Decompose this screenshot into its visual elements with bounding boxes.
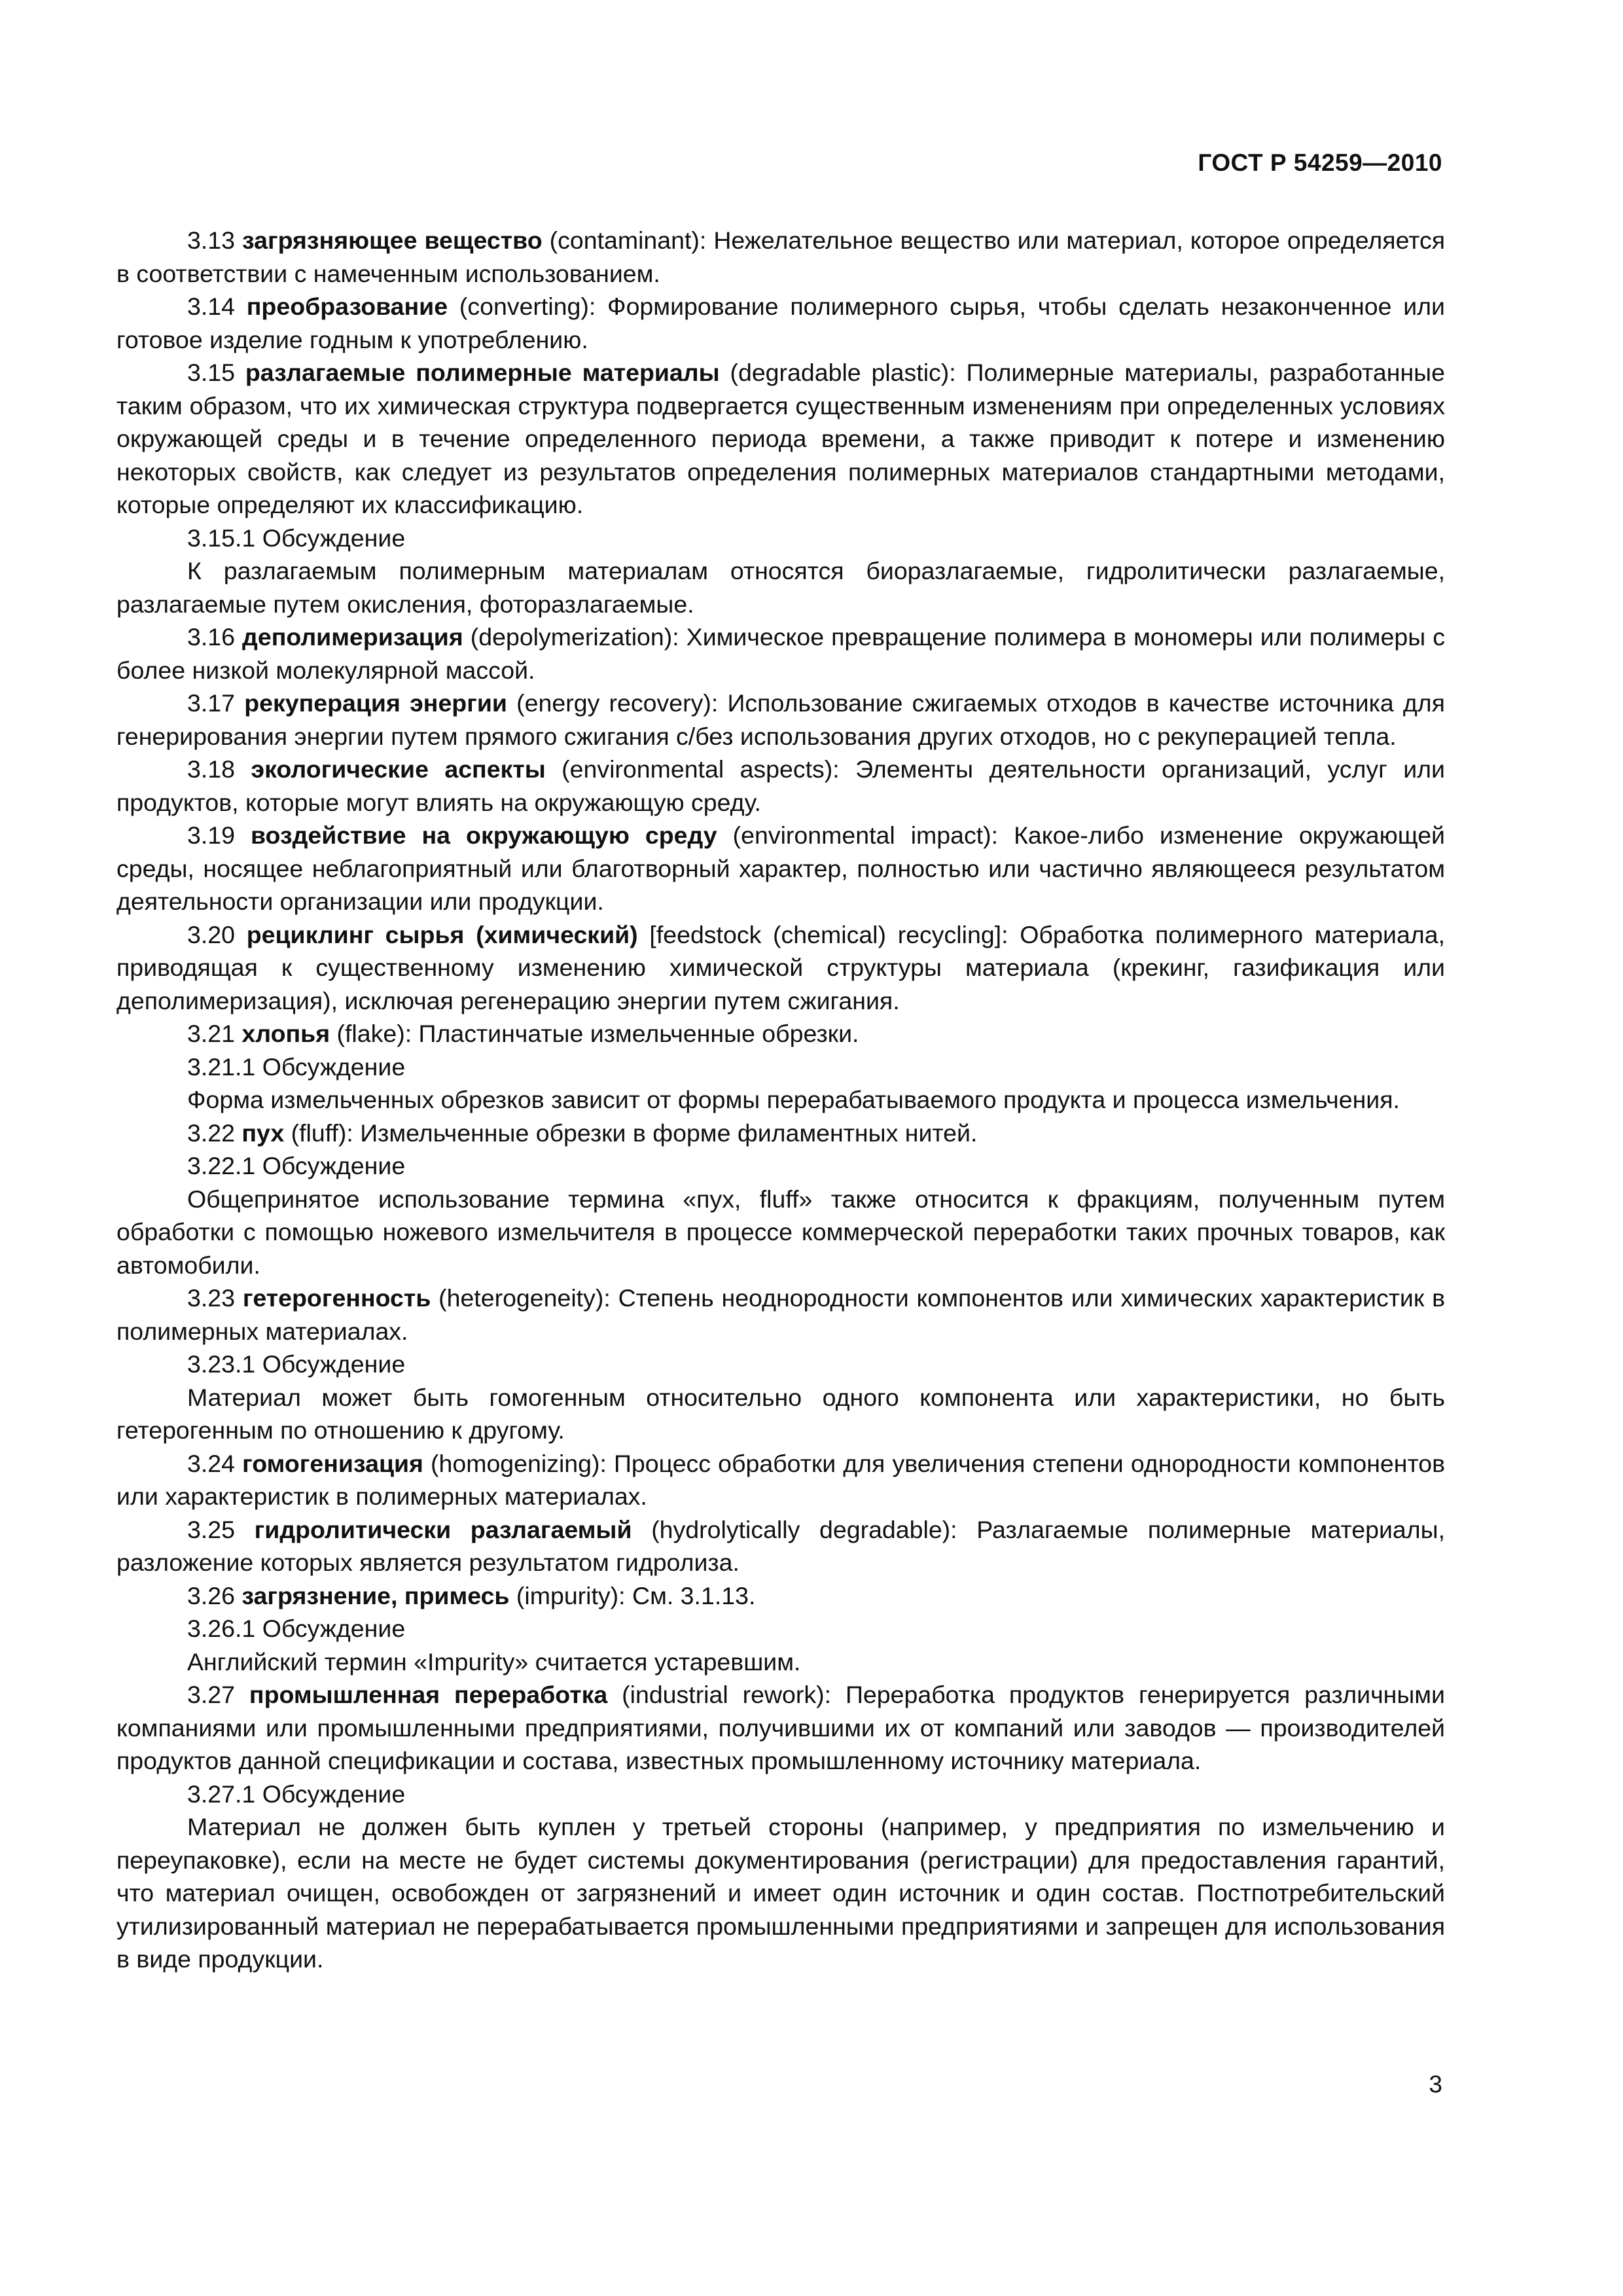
term: загрязняющее вещество (242, 226, 543, 254)
definition-text: (fluff): Измельченные обрезки в форме филаментных нитей. (284, 1119, 978, 1147)
discussion-text-3-22-1 (116, 1183, 1445, 1282)
paragraph-3-17 (116, 687, 1445, 753)
term: рециклинг сырья (химический) (246, 920, 638, 948)
note-heading: Обсуждение (262, 1152, 406, 1179)
clause-number: 3.18 (187, 755, 251, 783)
discussion-text: Материал может быть гомогенным относительно одного компонента или характеристики, но быть гетерогенным по отношению к другому. (116, 1383, 1445, 1444)
definition-text: (industrial rework): Переработка продуктов генерируется различными компаниями или промышленными предприятиями, получившими их от компаний или заводов — производителей продуктов данной спецификации и состава, известных промышленному источнику материала. (116, 1681, 1445, 1774)
note-heading: Обсуждение (262, 1052, 406, 1081)
definition-text: (depolymerization): Химическое превращение полимера в мономеры или полимеры с более низкой молекулярной массой. (116, 623, 1445, 684)
paragraph-3-23-1 (116, 1348, 1445, 1381)
clause-number: 3.22.1 (187, 1152, 262, 1179)
clause-number: 3.14 (187, 293, 247, 320)
clause-number: 3.17 (187, 689, 245, 717)
document-code-header: ГОСТ Р 54259—2010 (1198, 149, 1442, 176)
term: деполимеризация (242, 623, 463, 651)
paragraph-3-24 (116, 1447, 1445, 1513)
discussion-text: К разлагаемым полимерным материалам относятся биоразлагаемые, гидролитически разлагаемые, разлагаемые путем окисления, фоторазлагаемые. (116, 557, 1445, 618)
definition-text: (homogenizing): Процесс обработки для увеличения степени однородности компонентов или характеристик в полимерных материалах. (116, 1449, 1446, 1510)
term: гетерогенность (242, 1284, 431, 1312)
clause-number: 3.23 (187, 1284, 243, 1312)
paragraph-3-26 (116, 1579, 1445, 1613)
clause-number: 3.24 (187, 1449, 243, 1477)
paragraph-3-21-1 (116, 1050, 1445, 1084)
paragraph-3-22-1 (116, 1149, 1445, 1183)
definition-text: (contaminant): Нежелательное вещество или материал, которое определяется в соответствии с намеченным использованием. (116, 226, 1446, 287)
term: гомогенизация (242, 1449, 423, 1477)
clause-number: 3.15.1 (187, 524, 262, 552)
paragraph-3-13 (116, 224, 1445, 290)
discussion-text: Материал не должен быть куплен у третьей стороны (например, у предприятия по измельчению и переупаковке), если на месте не будет системы документирования (регистрации) для предоставления гарантий, что материал очищен, освобожден от загрязнений и имеет один источник и один состав. Постпотребительский утилизированный материал не перерабатывается промышленными предприятиями и запрещен для использования в виде продукции. (116, 1813, 1445, 1973)
paragraph-3-25 (116, 1513, 1445, 1579)
definition-text: (environmental impact): Какое-либо изменение окружающей среды, носящее неблагоприятный или благотворный характер, полностью или частично являющееся результатом деятельности организации или продукции. (116, 821, 1445, 915)
paragraph-3-19 (116, 819, 1445, 918)
page-number: 3 (1429, 2071, 1442, 2098)
term: разлагаемые полимерные материалы (245, 359, 720, 386)
document-body (116, 224, 1445, 1976)
definition-text: (heterogeneity): Степень неоднородности компонентов или химических характеристик в полимерных материалах. (116, 1284, 1446, 1345)
paragraph-3-18 (116, 753, 1445, 819)
term: хлопья (241, 1020, 330, 1047)
discussion-text: Форма измельченных обрезков зависит от формы перерабатываемого продукта и процесса измельчения. (187, 1086, 1400, 1113)
paragraph-3-26-1 (116, 1612, 1445, 1645)
definition-text: (flake): Пластинчатые измельченные обрезки. (330, 1020, 859, 1047)
discussion-text-3-21-1 (116, 1083, 1445, 1117)
paragraph-3-27-1 (116, 1778, 1445, 1811)
clause-number: 3.13 (187, 226, 243, 254)
definition-text: (converting): Формирование полимерного сырья, чтобы сделать незаконченное или готовое изделие годным к употреблению. (116, 293, 1445, 353)
clause-number: 3.21 (187, 1020, 242, 1047)
note-heading: Обсуждение (262, 1615, 406, 1642)
clause-number: 3.25 (187, 1515, 255, 1543)
term: воздействие на окружающую среду (251, 821, 717, 849)
term: экологические аспекты (251, 755, 546, 783)
clause-number: 3.20 (187, 920, 247, 948)
clause-number: 3.26.1 (187, 1615, 262, 1642)
definition-text: [feedstock (chemical) recycling]: Обработка полимерного материала, приводящая к существенному изменению химической структуры материала (крекинг, газификация или деполимеризация), исключая регенерацию энергии путем сжигания. (116, 920, 1445, 1014)
clause-number: 3.26 (187, 1581, 242, 1609)
definition-text: (degradable plastic): Полимерные материалы, разработанные таким образом, что их химическая структура подвергается существенным изменениям при определенных условиях окружающей среды и в течение определенного периода времени, а также приводит к потере и изменению некоторых свойств, как следует из результатов определения полимерных материалов стандартными методами, которые определяют их классификацию. (116, 359, 1445, 518)
term: промышленная переработка (249, 1681, 608, 1708)
definition-text: (impurity): См. 3.1.13. (509, 1581, 756, 1609)
term: пух (241, 1119, 285, 1147)
discussion-text-3-15-1 (116, 554, 1445, 620)
clause-number: 3.21.1 (187, 1052, 262, 1081)
discussion-text: Общепринятое использование термина «пух, fluff» также относится к фракциям, полученным путем обработки с помощью ножевого измельчителя в процессе коммерческой переработки таких прочных товаров, как автомобили. (116, 1185, 1445, 1279)
clause-number: 3.23.1 (187, 1350, 262, 1378)
clause-number: 3.15 (187, 359, 245, 386)
paragraph-3-27 (116, 1678, 1445, 1778)
paragraph-3-23 (116, 1282, 1445, 1348)
definition-text: (environmental aspects): Элементы деятельности организаций, услуг или продуктов, которые могут влиять на окружающую среду. (116, 755, 1446, 816)
term: преобразование (246, 293, 448, 320)
paragraph-3-15-1 (116, 522, 1445, 555)
discussion-text: Английский термин «Impurity» считается устаревшим. (187, 1647, 801, 1676)
discussion-text-3-26-1 (116, 1645, 1445, 1679)
clause-number: 3.27 (187, 1681, 249, 1708)
discussion-text-3-27-1 (116, 1810, 1445, 1976)
paragraph-3-21 (116, 1017, 1445, 1050)
paragraph-3-16 (116, 620, 1445, 687)
clause-number: 3.22 (187, 1119, 242, 1147)
clause-number: 3.27.1 (187, 1780, 262, 1808)
definition-text: (energy recovery): Использование сжигаемых отходов в качестве источника для генерирования энергии путем прямого сжигания с/без использования других отходов, но с рекуперацией тепла. (116, 689, 1445, 750)
paragraph-3-15 (116, 356, 1445, 522)
paragraph-3-20 (116, 918, 1445, 1018)
term: гидролитически разлагаемый (254, 1515, 632, 1543)
paragraph-3-14 (116, 290, 1445, 356)
clause-number: 3.19 (187, 821, 251, 849)
paragraph-3-22 (116, 1117, 1445, 1150)
note-heading: Обсуждение (262, 524, 406, 552)
note-heading: Обсуждение (262, 1780, 406, 1808)
term: загрязнение, примесь (241, 1581, 510, 1609)
discussion-text-3-23-1 (116, 1381, 1445, 1447)
term: рекуперация энергии (244, 689, 507, 717)
note-heading: Обсуждение (262, 1350, 406, 1378)
definition-text: (hydrolytically degradable): Разлагаемые полимерные материалы, разложение которых является результатом гидролиза. (116, 1515, 1446, 1576)
clause-number: 3.16 (187, 623, 243, 651)
